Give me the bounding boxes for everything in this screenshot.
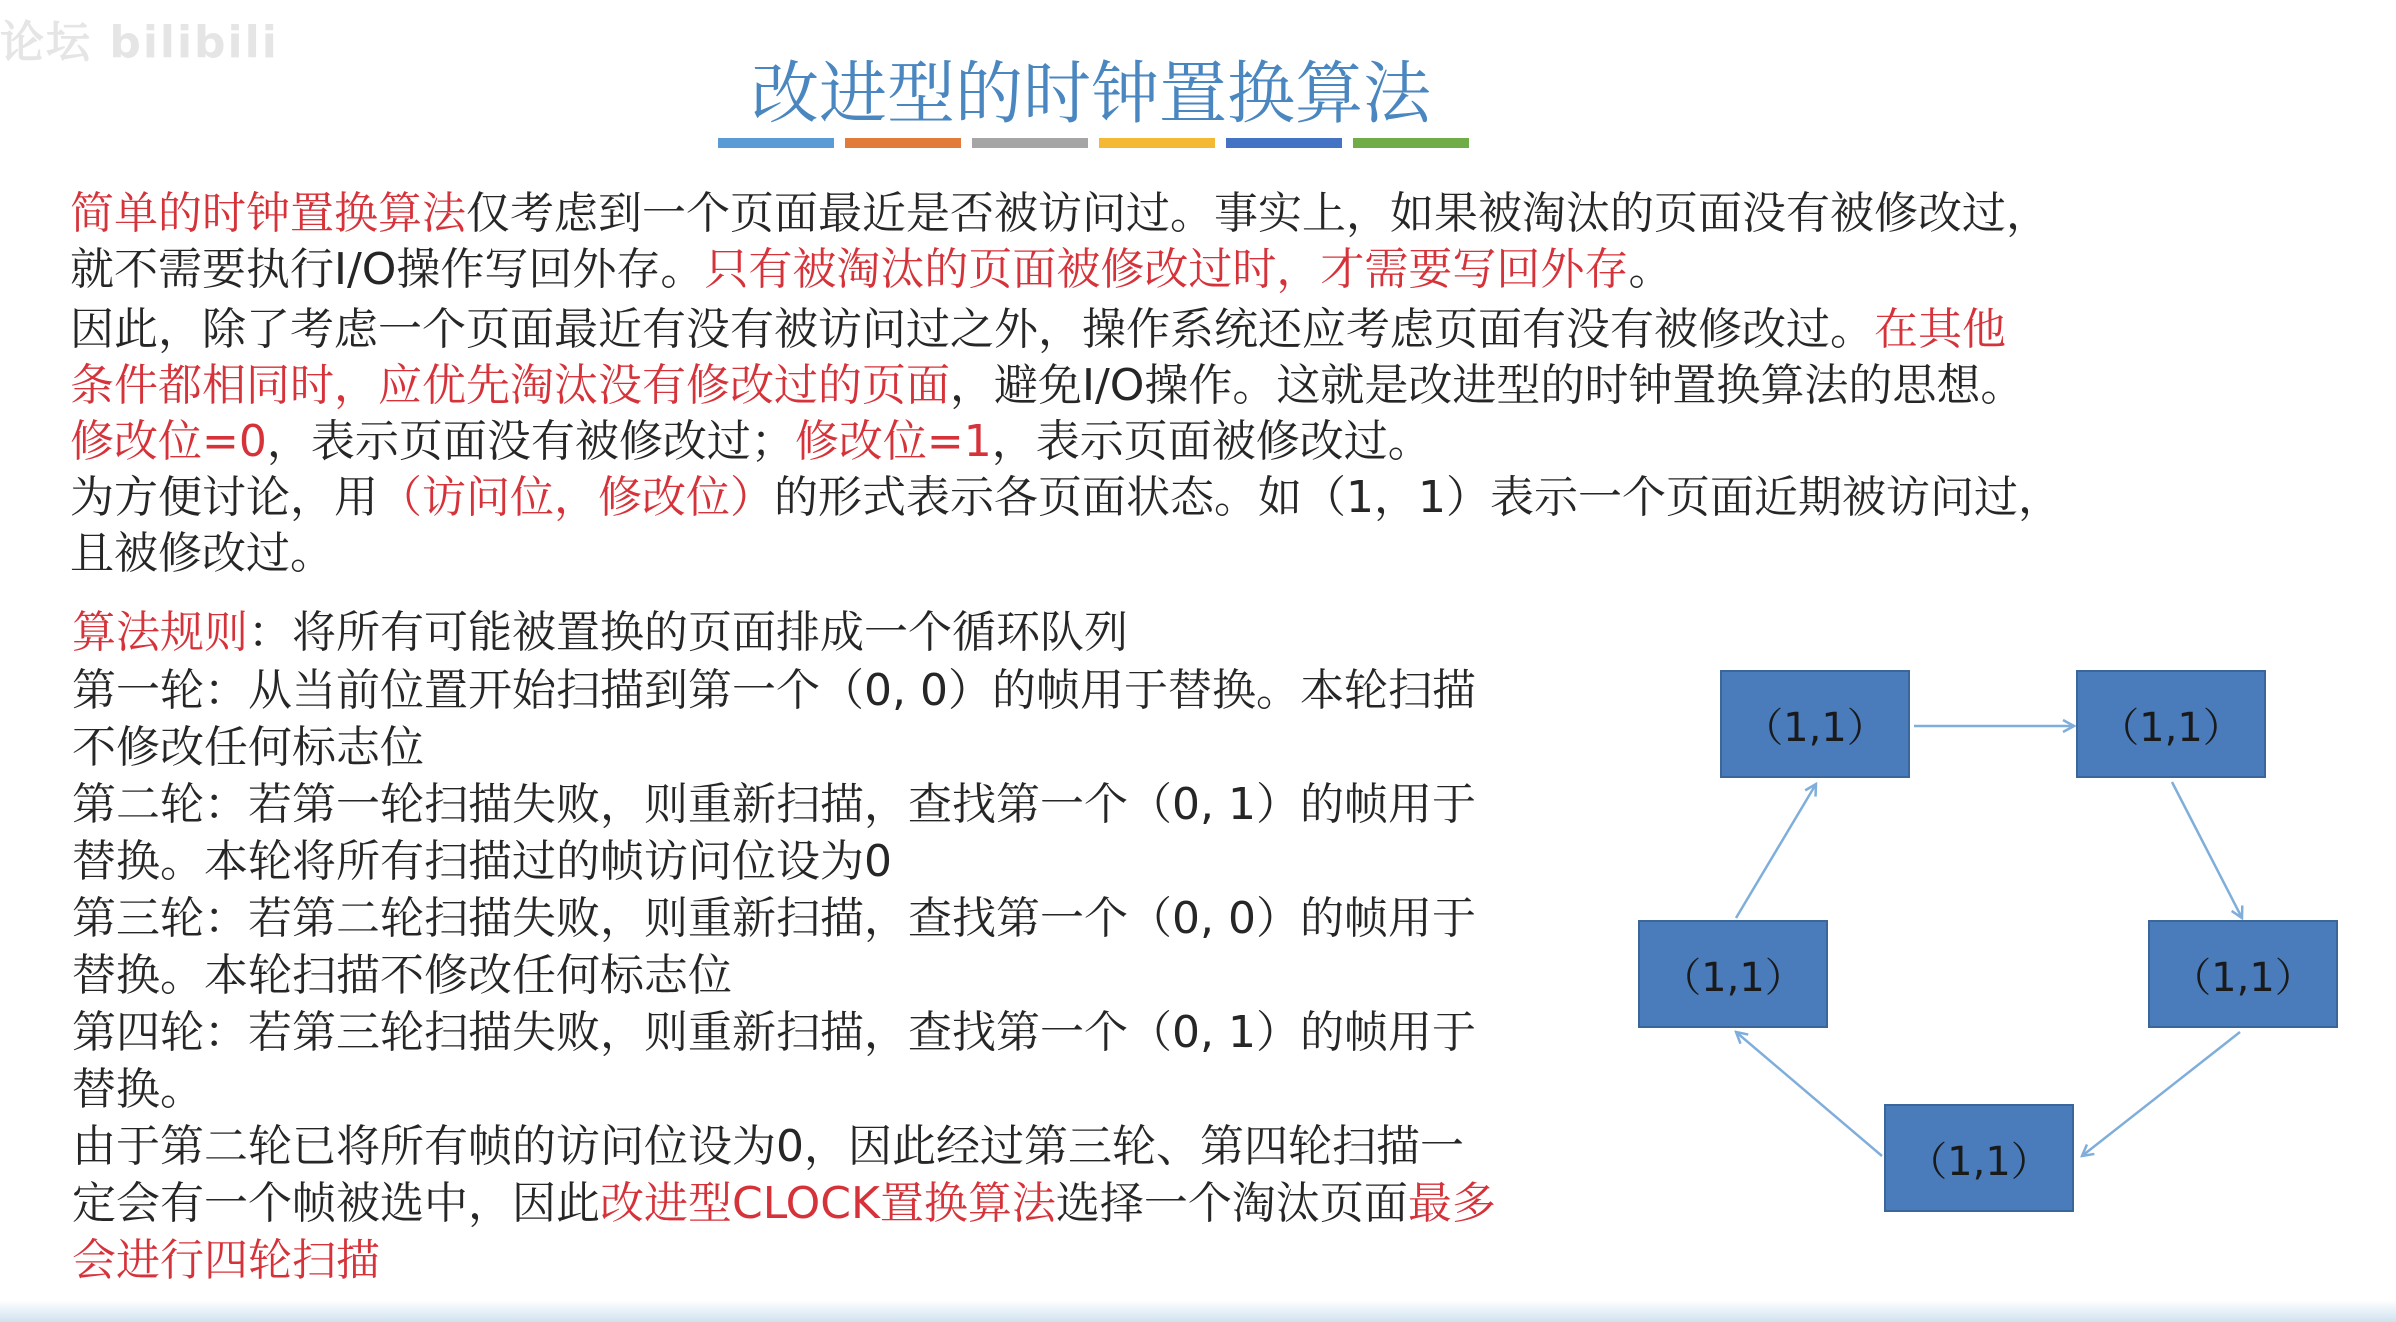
intro-line-3 [70, 302, 2006, 358]
underline-bar [1226, 138, 1342, 148]
body-text: ，表示页面没有被修改过； [266, 416, 795, 467]
rule-line: 由于第二轮已将所有帧的访问位设为0，因此经过第三轮、第四轮扫描一 [72, 1121, 1464, 1172]
rule-line: 第三轮：若第二轮扫描失败，则重新扫描，查找第一个（0, 0）的帧用于 [72, 893, 1476, 944]
body-text: ，避免I/O操作。这就是改进型的时钟置换算法的思想。 [950, 360, 2025, 411]
highlight-text: 只有被淘汰的页面被修改过时，才需要写回外存 [704, 244, 1629, 295]
underline-bar [1353, 138, 1469, 148]
body-text: 的形式表示各页面状态。如（1，1）表示一个页面近期被访问过， [774, 472, 2062, 523]
highlight-text: （访问位，修改位） [378, 472, 774, 523]
arrow-bottom-left [1736, 1032, 1882, 1156]
underline-bar [845, 138, 961, 148]
underline-bar [1099, 138, 1215, 148]
highlight-text: 简单的时钟置换算法 [70, 188, 466, 239]
title-underline-bars [718, 138, 1469, 148]
rule-line: 替换。本轮将所有扫描过的帧访问位设为0 [72, 836, 892, 887]
arrow-bottom-right [2082, 1032, 2240, 1156]
intro-line-1 [70, 186, 2050, 242]
underline-bar [718, 138, 834, 148]
frame-box-top-left: （1,1） [1720, 670, 1910, 778]
watermark: 论坛 bilibili [0, 17, 279, 68]
body-text: 且被修改过。 [70, 528, 334, 579]
frame-box-mid-right: （1,1） [2148, 920, 2338, 1028]
intro-line-7 [70, 526, 334, 582]
rule-line [72, 1175, 1496, 1232]
intro-line-4 [70, 358, 2024, 414]
rule-line [72, 1232, 380, 1289]
rule-line: 第四轮：若第三轮扫描失败，则重新扫描，查找第一个（0, 1）的帧用于 [72, 1007, 1476, 1058]
highlight-text: 改进型CLOCK置换算法 [600, 1178, 1056, 1229]
frame-box-bottom: （1,1） [1884, 1104, 2074, 1212]
highlight-text: 会进行四轮扫描 [72, 1235, 380, 1286]
slide-title: 改进型的时钟置换算法 [750, 55, 1431, 134]
intro-line-6 [70, 470, 2062, 526]
rule-line: 替换。 [72, 1064, 204, 1115]
body-text: ：将所有可能被置换的页面排成一个循环队列 [248, 607, 1128, 658]
rule-line: 第一轮：从当前位置开始扫描到第一个（0, 0）的帧用于替换。本轮扫描 [72, 665, 1476, 716]
rule-line: 第二轮：若第一轮扫描失败，则重新扫描，查找第一个（0, 1）的帧用于 [72, 779, 1476, 830]
arrow-right-down [2172, 782, 2242, 918]
body-text: 选择一个淘汰页面 [1055, 1178, 1408, 1229]
body-text: 。 [1628, 244, 1673, 295]
highlight-text: 最多 [1407, 1178, 1496, 1229]
highlight-text: 算法规则 [72, 607, 248, 658]
highlight-text: 修改位=0 [70, 416, 267, 467]
bottom-decoration [0, 1300, 2396, 1322]
highlight-text: 条件都相同时，应优先淘汰没有修改过的页面 [70, 360, 950, 411]
body-text: ，表示页面被修改过。 [991, 416, 1432, 467]
highlight-text: 修改位=1 [794, 416, 992, 467]
rule-line: 替换。本轮扫描不修改任何标志位 [72, 950, 732, 1001]
intro-line-2 [70, 242, 1672, 298]
highlight-text: 在其他 [1874, 304, 2006, 355]
body-text: 因此，除了考虑一个页面最近有没有被访问过之外，操作系统还应考虑页面有没有被修改过。 [70, 304, 1874, 355]
body-text: 仅考虑到一个页面最近是否被访问过。事实上，如果被淘汰的页面没有被修改过， [466, 188, 2050, 239]
rule-line: 不修改任何标志位 [72, 722, 424, 773]
rules-heading [72, 604, 1128, 661]
body-text: 就不需要执行I/O操作写回外存。 [70, 244, 705, 295]
underline-bar [972, 138, 1088, 148]
intro-line-5 [70, 414, 1432, 470]
body-text: 定会有一个帧被选中，因此 [72, 1178, 600, 1229]
frame-box-top-right: （1,1） [2076, 670, 2266, 778]
frame-box-mid-left: （1,1） [1638, 920, 1828, 1028]
body-text: 为方便讨论，用 [70, 472, 378, 523]
arrow-left-up [1736, 784, 1816, 918]
